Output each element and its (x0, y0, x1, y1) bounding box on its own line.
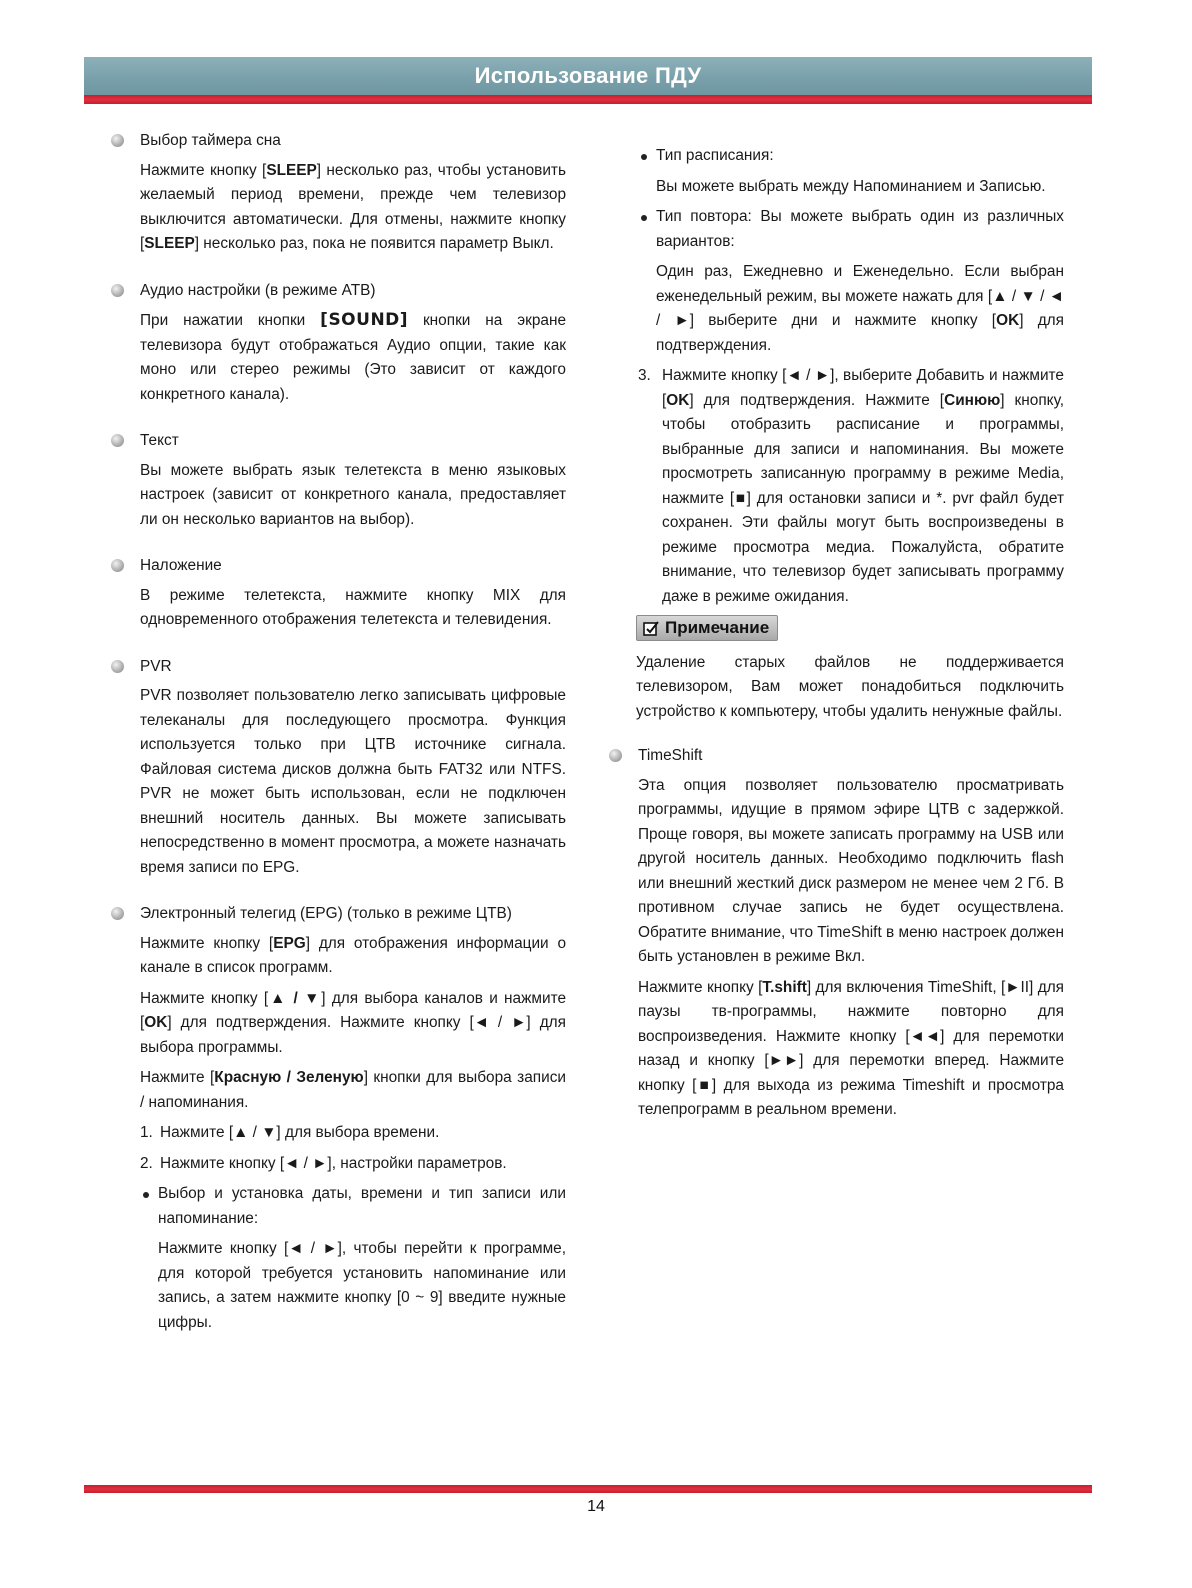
paragraph: PVR позволяет пользователю легко записывать цифровые телеканалы для последующего просмотра. Функция используется только при ЦТВ источнике сигнала. Файловая система дисков должна быть FAT32 или NTFS. PVR не может быть использован, если не подключен внешний носитель данных. Вы можете записывать непосредственно в момент просмотра, а можете назначать время записи по EPG. (140, 687, 566, 876)
page-title: Использование ПДУ (474, 63, 702, 88)
section-epg (110, 902, 566, 1335)
paragraph: Эта опция позволяет пользователю просматривать программы, идущие в прямом эфире ЦТВ с задержкой. Проще говоря, вы можете записать программу на USB или другой носитель данных. Необходимо подключить flash или внешний жесткий диск размером не менее чем 2 Гб. В противном случае запись не будет осуществлена. Обратите внимание, что TimeShift в меню настроек должен быть установлен в режиме Вкл. (638, 776, 1064, 965)
section-pvr (110, 655, 566, 881)
section-bullet-icon (609, 749, 622, 762)
section-title: Текст (140, 432, 179, 449)
list-item: 1. Нажмите [▲ / ▼] для выбора времени. (140, 1124, 440, 1141)
section-title: Электронный телегид (EPG) (только в режиме ЦТВ) (140, 905, 512, 922)
section-bullet-icon (111, 559, 124, 572)
section-bullet-icon (111, 660, 124, 673)
list-item: Выбор и установка даты, времени и тип записи или напоминание: Нажмите кнопку [◄ / ►], чтобы перейти к программе, для которой требуется установить напоминание или запись, а затем нажмите кнопку [0 ~ 9] введите нужные цифры. (140, 1182, 566, 1335)
page-header-bar (84, 57, 1092, 95)
right-column (608, 144, 1064, 1145)
page-number: 14 (587, 1498, 605, 1515)
list-item: Тип повтора: Вы можете выбрать один из различных вариантов: Один раз, Ежедневно и Еженедельно. Если выбран еженедельный режим, вы можете нажать для [▲ / ▼ / ◄ / ►] выберите дни и нажмите кнопку [OK] для подтверждения. (638, 205, 1064, 358)
note-check-icon (643, 620, 659, 636)
note-badge (636, 615, 778, 641)
section-bullet-icon (111, 907, 124, 920)
section-title: PVR (140, 657, 172, 675)
list-item: Тип расписания: Вы можете выбрать между Напоминанием и Записью. (638, 144, 1064, 199)
list-item: 3. Нажмите кнопку [◄ / ►], выберите Добавить и нажмите [OK] для подтверждения. Нажмите [Синюю] кнопку, чтобы отобразить расписание и программы, выбранные для записи и напоминания. Вы можете просмотреть записанную программу в режиме Media, нажмите [■] для остановки записи и *. pvr файл будет сохранен. Эти файлы могут быть воспроизведены в режиме просмотра медиа. Пожалуйста, обратите внимание, что телевизор будет записывать программу даже в режиме ожидания. (638, 367, 1064, 605)
header-accent-rule (84, 95, 1092, 104)
list-item: 2. Нажмите кнопку [◄ / ►], настройки параметров. (140, 1154, 507, 1172)
schedule-block (608, 144, 1064, 609)
paragraph: При нажатии кнопки [SOUND] кнопки на экране телевизора будут отображаться Аудио опции, такие как моно или стерео режимы (Это зависит от каждого конкретного канала). (140, 310, 567, 403)
section-title: TimeShift (638, 747, 703, 764)
paragraph: Нажмите [Красную / Зеленую] кнопки для выбора записи / напоминания. (140, 1069, 566, 1111)
paragraph: В режиме телетекста, нажмите кнопку MIX для одновременного отображения телетекста и телевидения. (140, 586, 566, 628)
section-title: Наложение (140, 557, 222, 574)
note-label: Примечание (665, 618, 770, 637)
section-bullet-icon (111, 434, 124, 447)
paragraph: Нажмите кнопку [T.shift] для включения TimeShift, [►II] для паузы тв-программы, нажмите повторно для воспроизведения. Нажмите кнопку [◄◄] для перемотки назад и кнопку [►►] для перемотки вперед. Нажмите кнопку [■] для выхода из режима Timeshift и просмотра телепрограмм в реальном времени. (638, 978, 1065, 1118)
paragraph: Нажмите кнопку [▲ / ▼] для выбора каналов и нажмите [OK] для подтверждения. Нажмите кнопку [◄ / ►] для выбора программы. (140, 989, 567, 1056)
paragraph: Нажмите кнопку [EPG] для отображения информации о канале в список программ. (140, 934, 567, 976)
section-audio-settings (110, 279, 566, 408)
section-sleep-timer (110, 129, 566, 257)
section-bullet-icon (111, 134, 124, 147)
paragraph: Нажмите кнопку [SLEEP] несколько раз, чтобы установить желаемый период времени, прежде чем телевизор выключится автоматически. Для отмены, нажмите кнопку [SLEEP] несколько раз, пока не появится параметр Выкл. (140, 161, 567, 252)
section-title: Аудио настройки (в режиме АТВ) (140, 281, 376, 299)
section-mix (110, 554, 566, 633)
footer-accent-rule (84, 1485, 1092, 1493)
paragraph: Вы можете выбрать язык телетекста в меню языковых настроек (зависит от конкретного канала, предоставляет ли он несколько вариантов на выбор). (140, 461, 566, 528)
note-block (636, 615, 1064, 645)
sound-key-label: [SOUND] (320, 310, 409, 330)
section-timeshift (608, 744, 1064, 1123)
section-title: Выбор таймера сна (140, 132, 281, 149)
note-text: Удаление старых файлов не поддерживается телевизором, Вам может понадобиться подключить устройство к компьютеру, чтобы удалить ненужные файлы. (636, 653, 1064, 720)
section-bullet-icon (111, 284, 124, 297)
section-text (110, 429, 566, 532)
left-column (110, 129, 566, 1357)
